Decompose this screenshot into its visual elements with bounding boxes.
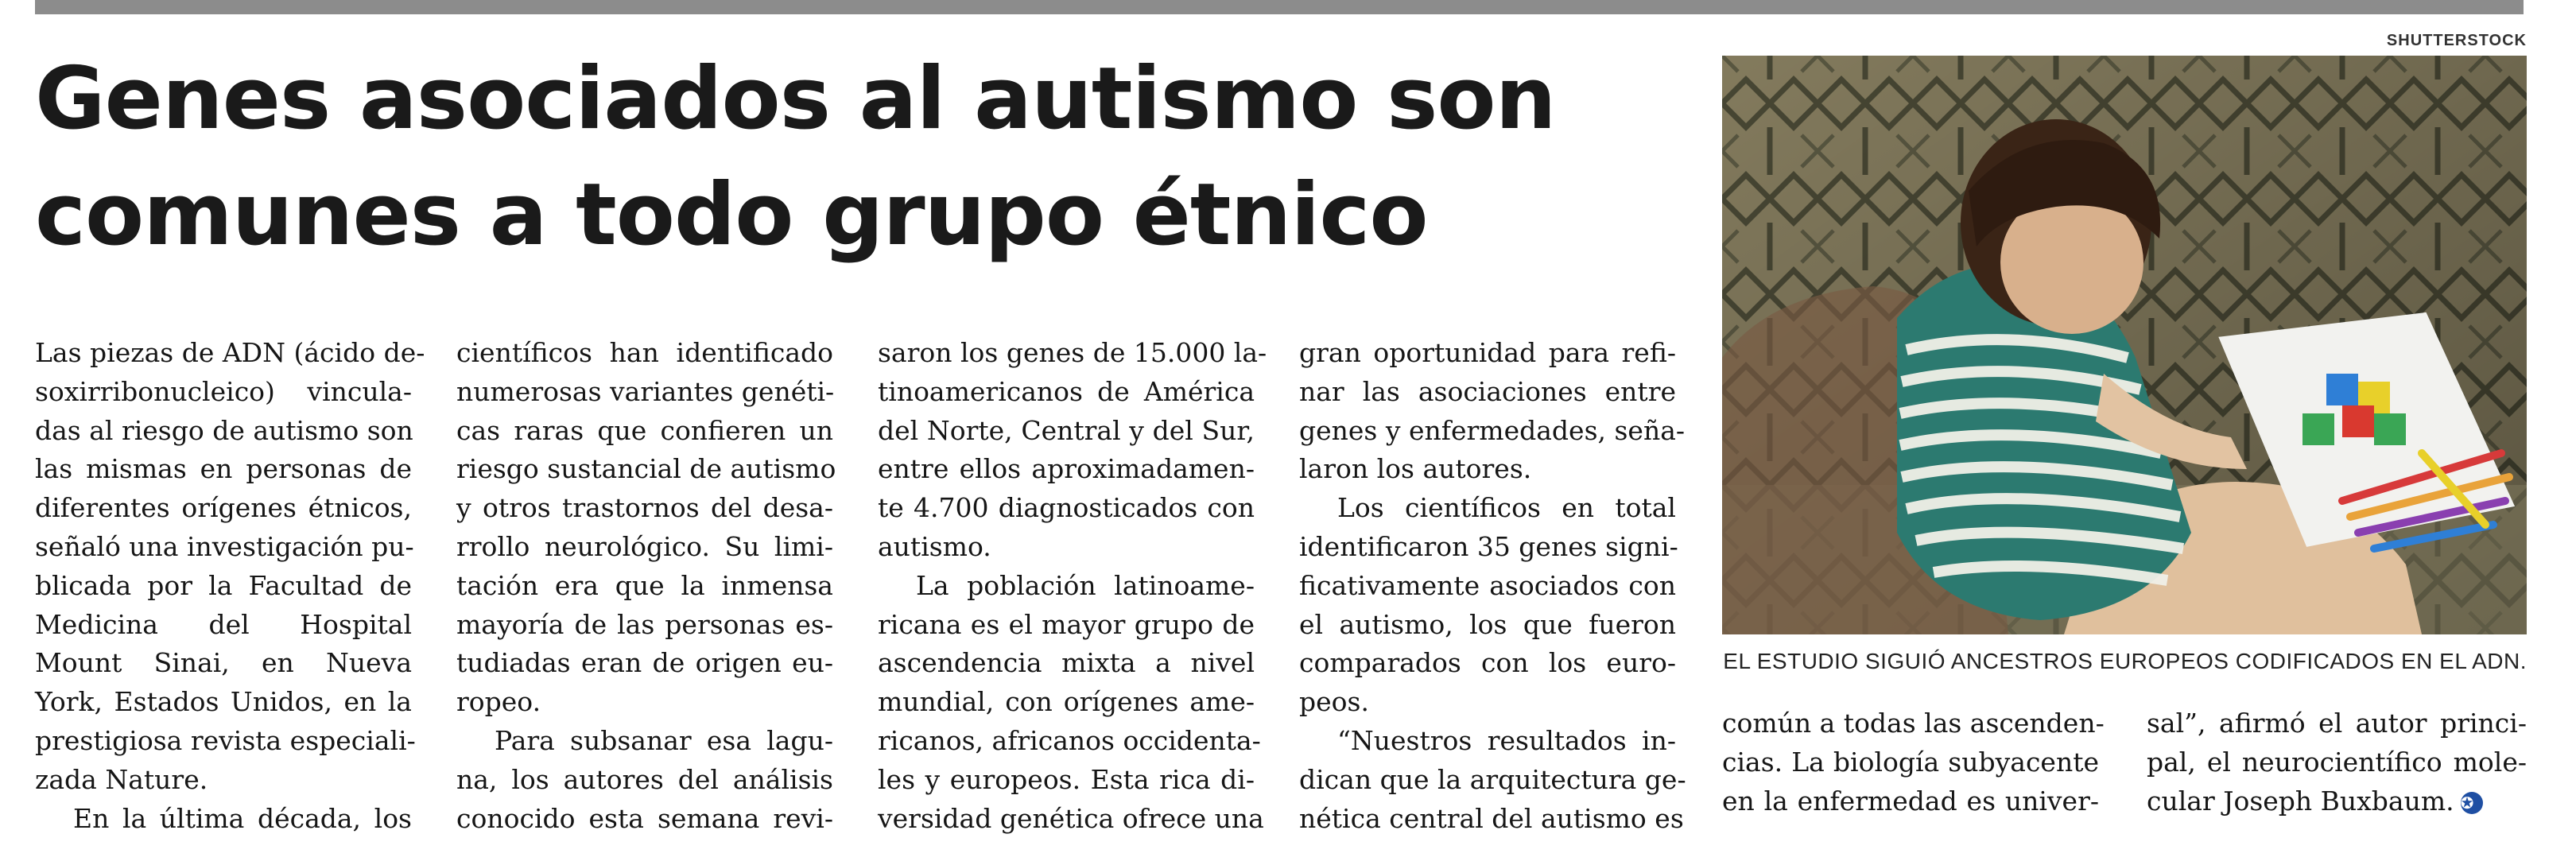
text-line: nar las asociaciones entre [1299,375,1676,407]
star-end-mark-icon: ✪ [2461,792,2483,814]
text-line: dican que la arquitectura ge- [1299,763,1686,795]
headline-line: Genes asociados al autismo son [35,49,1556,149]
text-line: blicada por la Facultad de [35,569,412,601]
text-line: ricanos, africanos occidenta- [878,724,1261,756]
text-line: el autismo, los que fueron [1299,608,1676,640]
text-line: na, los autores del análisis [456,763,833,795]
text-line: del Norte, Central y del Sur, [878,414,1255,446]
text-line: numerosas variantes genéti- [456,375,835,407]
text-line: mayoría de las personas es- [456,608,833,640]
article-column-1 [35,334,425,838]
text-line: laron los autores. [1299,453,1532,485]
text-line: entre ellos aproximadamen- [878,453,1255,485]
text-line: Medicina del Hospital [35,608,412,640]
text-line: tinoamericanos de América [878,375,1255,407]
text-line: das al riesgo de autismo son [35,414,413,446]
text-line: en la enfermedad es univer- [1722,785,2099,817]
text-line: tudiadas eran de origen eu- [456,647,833,679]
text-line: zada Nature. [35,763,208,795]
text-line [2147,782,2527,821]
text-line: prestigiosa revista especiali- [35,724,416,756]
text-line: La población latinoame- [916,569,1255,601]
text-line: autismo. [878,530,991,562]
text-line: señaló una investigación pu- [35,530,414,562]
top-rule [35,0,2524,14]
text-line: Para subsanar esa lagu- [495,724,833,756]
headline-line: comunes a todo grupo étnico [35,165,1428,265]
article-photo [1722,56,2527,634]
text-line: cas raras que confieren un [456,414,833,446]
text-line: riesgo sustancial de autismo [456,453,836,485]
text-line: “Nuestros resultados in- [1337,724,1676,756]
text-line: conocido esta semana revi- [456,802,833,834]
text-line: pal, el neurocientífico mole- [2147,746,2527,778]
text-line: las mismas en personas de [35,453,412,485]
text-line: mundial, con orígenes ame- [878,686,1255,718]
text-line: En la última década, los [73,802,412,834]
text-line: tación era que la inmensa [456,569,833,601]
text-line: les y europeos. Esta rica di- [878,763,1255,795]
text-line: común a todas las ascenden- [1722,708,2105,739]
article-column-5 [1722,704,2105,820]
text-line: Los científicos en total [1337,492,1676,524]
text-line: identificaron 35 genes signi- [1299,530,1678,562]
article-column-3 [878,334,1267,838]
article-column-2 [456,334,836,838]
article-column-4 [1299,334,1686,838]
text-line: York, Estados Unidos, en la [35,686,412,718]
text-line: saron los genes de 15.000 la- [878,337,1267,368]
text-line: Las piezas de ADN (ácido de- [35,337,425,368]
text-line: rrollo neurológico. Su limi- [456,530,833,562]
photo-illustration [1722,56,2527,634]
text-line: sal”, afirmó el autor princi- [2147,708,2527,739]
article-column-6 [2147,704,2527,820]
text-line: ascendencia mixta a nivel [878,647,1255,679]
text-line: científicos han identificado [456,337,833,368]
text-line: diferentes orígenes étnicos, [35,492,412,524]
headline [35,41,1689,273]
text-line: versidad genética ofrece una [878,802,1264,834]
text-line-content: cular Joseph Buxbaum. [2147,785,2454,817]
text-line: gran oportunidad para refi- [1299,337,1676,368]
text-line: nética central del autismo es [1299,802,1684,834]
text-line: peos. [1299,686,1369,718]
text-line: ricana es el mayor grupo de [878,608,1255,640]
text-line: Mount Sinai, en Nueva [35,647,412,679]
text-line: cias. La biología subyacente [1722,746,2099,778]
photo-credit: SHUTTERSTOCK [2386,32,2527,49]
text-line: comparados con los euro- [1299,647,1676,679]
text-line: genes y enfermedades, seña- [1299,414,1686,446]
text-line: soxirribonucleico) vincula- [35,375,412,407]
photo-caption: EL ESTUDIO SIGUIÓ ANCESTROS EUROPEOS CODIFICADOS EN EL ADN. [1723,649,2527,673]
text-line: y otros trastornos del desa- [456,492,833,524]
text-line: te 4.700 diagnosticados con [878,492,1255,524]
text-line: ropeo. [456,686,541,718]
text-line: ficativamente asociados con [1299,569,1676,601]
